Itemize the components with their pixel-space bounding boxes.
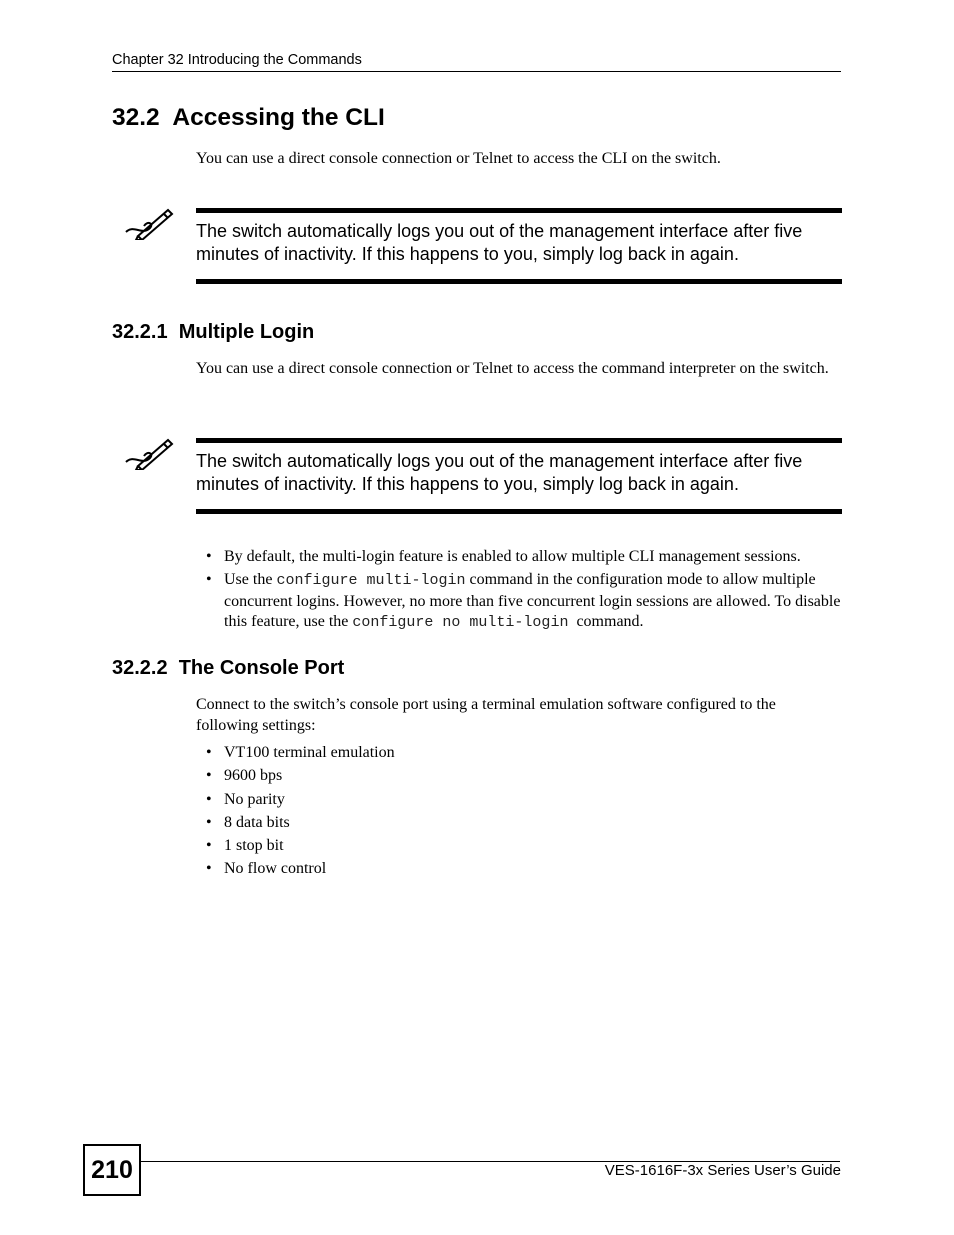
list-item: • Use the configure multi-login command in the configuration mode to allow multiple concurrent logins. However, no more than five concurrent login sessions are allowed. To disable this feature, use the configure no multi-login command. xyxy=(206,571,841,631)
section-heading-32-2: 32.2 Accessing the CLI xyxy=(112,104,385,131)
note-bottom-bar xyxy=(196,509,842,514)
list-item: • By default, the multi-login feature is enabled to allow multiple CLI management sessions. xyxy=(206,548,801,565)
list-item: • 1 stop bit xyxy=(206,837,284,855)
header-divider xyxy=(112,71,841,72)
note-bottom-bar xyxy=(196,279,842,284)
note-text: The switch automatically logs you out of the management interface after five minutes of inactivity. If this happens to you, simply log back in again. xyxy=(196,451,803,494)
section-32-2-intro: You can use a direct console connection or Telnet to access the CLI on the switch. xyxy=(196,150,721,167)
list-item: • VT100 terminal emulation xyxy=(206,744,395,761)
page-number: 210 xyxy=(83,1144,141,1196)
multi-login-bullet-list xyxy=(206,547,846,636)
code-configure-multi-login: configure multi-login xyxy=(276,572,466,589)
pencil-note-icon xyxy=(124,436,174,470)
list-item: • 9600 bps xyxy=(206,767,283,785)
console-settings-list xyxy=(206,743,846,883)
code-configure-no-multi-login: configure no multi-login xyxy=(352,614,569,631)
section-heading-32-2-1: 32.2.1 Multiple Login xyxy=(112,321,315,343)
list-item: • 8 data bits xyxy=(206,813,290,831)
section-32-2-1-intro: You can use a direct console connection or Telnet to access the command interpreter on the switch. xyxy=(196,360,829,377)
note-top-bar xyxy=(196,438,842,443)
note-top-bar xyxy=(196,208,842,213)
list-item: • No parity xyxy=(206,790,285,808)
note-text: The switch automatically logs you out of the management interface after five minutes of inactivity. If this happens to you, simply log back in again. xyxy=(196,221,803,264)
list-item: • No flow control xyxy=(206,860,327,878)
pencil-note-icon xyxy=(124,206,174,240)
guide-title: VES-1616F-3x Series User’s Guide xyxy=(604,1162,841,1179)
running-header: Chapter 32 Introducing the Commands xyxy=(112,52,362,68)
section-32-2-2-intro: Connect to the switch’s console port using a terminal emulation software configured to the following settings: xyxy=(196,696,776,734)
section-heading-32-2-2: 32.2.2 The Console Port xyxy=(112,657,345,679)
